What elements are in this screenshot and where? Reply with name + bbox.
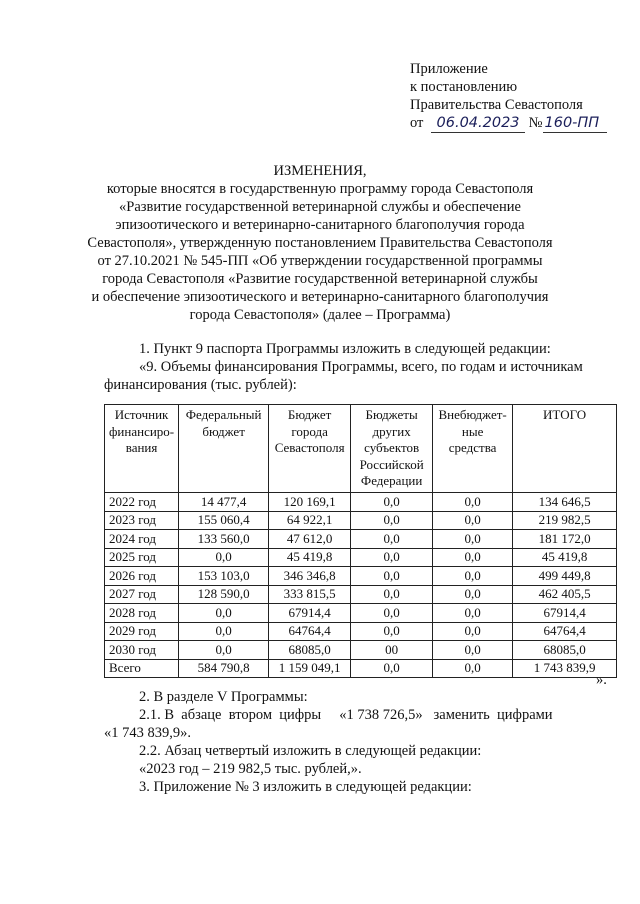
cell-other-regions: 0,0 <box>351 567 433 586</box>
cell-other-regions: 0,0 <box>351 530 433 549</box>
cell-extrabudget: 0,0 <box>433 548 513 567</box>
cell-total: 68085,0 <box>513 641 617 660</box>
header-from-label: от <box>410 115 424 131</box>
cell-city: 64 922,1 <box>269 511 351 530</box>
cell-federal: 0,0 <box>179 548 269 567</box>
header-government: Правительства Севастополя <box>410 97 583 113</box>
cell-source: 2024 год <box>105 530 179 549</box>
header-number: 160-ПП <box>543 115 607 133</box>
cell-other-regions: 0,0 <box>351 548 433 567</box>
table-header-row <box>105 405 617 493</box>
cell-federal: 133 560,0 <box>179 530 269 549</box>
table-row <box>105 493 617 512</box>
subtitle-line: города Севастополя» (далее – Программа) <box>189 307 451 323</box>
cell-source: Всего <box>105 659 179 678</box>
subtitle-line: эпизоотического и ветеринарно-санитарного благополучия города <box>115 217 525 233</box>
table-row <box>105 511 617 530</box>
cell-extrabudget: 0,0 <box>433 659 513 678</box>
cell-extrabudget: 0,0 <box>433 567 513 586</box>
cell-extrabudget: 0,0 <box>433 641 513 660</box>
cell-total: 1 743 839,9 <box>513 659 617 678</box>
subtitle-line: города Севастополя «Развитие государственной ветеринарной службы <box>102 271 538 287</box>
financing-table <box>104 404 617 678</box>
table-row <box>105 530 617 549</box>
cell-federal: 0,0 <box>179 622 269 641</box>
table-row <box>105 548 617 567</box>
cell-city: 120 169,1 <box>269 493 351 512</box>
table-row <box>105 641 617 660</box>
subtitle-line: Севастополя», утвержденную постановлением Правительства Севастополя <box>87 235 553 251</box>
paragraph-1-quote: «9. Объемы финансирования Программы, всего, по годам и источникам <box>139 359 583 375</box>
paragraph-2-2: 2.2. Абзац четвертый изложить в следующей редакции: <box>139 743 482 759</box>
cell-source: 2025 год <box>105 548 179 567</box>
cell-federal: 153 103,0 <box>179 567 269 586</box>
table-row <box>105 659 617 678</box>
subtitle-line: от 27.10.2021 № 545-ПП «Об утверждении государственной программы <box>97 253 543 269</box>
col-header-city: Бюджет города Севастополя <box>269 405 351 493</box>
cell-source: 2030 год <box>105 641 179 660</box>
cell-city: 64764,4 <box>269 622 351 641</box>
subtitle-line: которые вносятся в государственную программу города Севастополя <box>106 181 534 197</box>
cell-federal: 0,0 <box>179 604 269 623</box>
cell-total: 64764,4 <box>513 622 617 641</box>
header-number-label: № <box>528 115 543 131</box>
cell-extrabudget: 0,0 <box>433 585 513 604</box>
cell-extrabudget: 0,0 <box>433 604 513 623</box>
cell-city: 47 612,0 <box>269 530 351 549</box>
paragraph-1-quote-cont: финансирования (тыс. рублей): <box>104 377 297 393</box>
cell-city: 67914,4 <box>269 604 351 623</box>
cell-extrabudget: 0,0 <box>433 622 513 641</box>
cell-source: 2027 год <box>105 585 179 604</box>
col-header-extrabudget: Внебюджет- ные средства <box>433 405 513 493</box>
cell-total: 181 172,0 <box>513 530 617 549</box>
table-row <box>105 585 617 604</box>
cell-city: 45 419,8 <box>269 548 351 567</box>
cell-federal: 584 790,8 <box>179 659 269 678</box>
subtitle-line: и обеспечение эпизоотического и ветеринарно-санитарного благополучия <box>91 289 549 305</box>
cell-source: 2023 год <box>105 511 179 530</box>
paragraph-2: 2. В разделе V Программы: <box>139 689 308 705</box>
cell-extrabudget: 0,0 <box>433 511 513 530</box>
cell-federal: 14 477,4 <box>179 493 269 512</box>
cell-federal: 155 060,4 <box>179 511 269 530</box>
cell-federal: 128 590,0 <box>179 585 269 604</box>
cell-total: 462 405,5 <box>513 585 617 604</box>
cell-source: 2029 год <box>105 622 179 641</box>
cell-other-regions: 0,0 <box>351 585 433 604</box>
cell-other-regions: 0,0 <box>351 511 433 530</box>
paragraph-2-2-quote: «2023 год – 219 982,5 тыс. рублей,». <box>139 761 362 777</box>
col-header-total: ИТОГО <box>513 405 617 493</box>
cell-total: 134 646,5 <box>513 493 617 512</box>
header-appendix: Приложение <box>410 61 488 77</box>
cell-total: 499 449,8 <box>513 567 617 586</box>
document-title: ИЗМЕНЕНИЯ, <box>273 163 367 179</box>
col-header-other-regions: Бюджеты других субъектов Российской Федерации <box>351 405 433 493</box>
cell-total: 67914,4 <box>513 604 617 623</box>
header-date: 06.04.2023 <box>431 115 525 133</box>
cell-total: 219 982,5 <box>513 511 617 530</box>
cell-city: 68085,0 <box>269 641 351 660</box>
subtitle-line: «Развитие государственной ветеринарной службы и обеспечение <box>119 199 521 215</box>
header-date-line <box>410 115 607 133</box>
paragraph-3: 3. Приложение № 3 изложить в следующей редакции: <box>139 779 472 795</box>
col-header-source: Источник финансиро- вания <box>105 405 179 493</box>
paragraph-1: 1. Пункт 9 паспорта Программы изложить в следующей редакции: <box>139 341 551 357</box>
cell-federal: 0,0 <box>179 641 269 660</box>
table-close-quote: ». <box>596 672 607 688</box>
col-header-federal: Федеральный бюджет <box>179 405 269 493</box>
cell-city: 346 346,8 <box>269 567 351 586</box>
paragraph-2-1-cont: «1 743 839,9». <box>104 725 191 741</box>
table-row <box>105 567 617 586</box>
cell-other-regions: 0,0 <box>351 604 433 623</box>
cell-city: 333 815,5 <box>269 585 351 604</box>
header-to-resolution: к постановлению <box>410 79 518 95</box>
paragraph-2-1: 2.1. В абзаце втором цифры «1 738 726,5» заменить цифрами <box>139 707 553 723</box>
cell-total: 45 419,8 <box>513 548 617 567</box>
table-row <box>105 604 617 623</box>
cell-source: 2022 год <box>105 493 179 512</box>
cell-source: 2028 год <box>105 604 179 623</box>
cell-extrabudget: 0,0 <box>433 493 513 512</box>
cell-other-regions: 0,0 <box>351 622 433 641</box>
cell-other-regions: 0,0 <box>351 493 433 512</box>
cell-city: 1 159 049,1 <box>269 659 351 678</box>
cell-source: 2026 год <box>105 567 179 586</box>
table-row <box>105 622 617 641</box>
cell-other-regions: 00 <box>351 641 433 660</box>
cell-extrabudget: 0,0 <box>433 530 513 549</box>
cell-other-regions: 0,0 <box>351 659 433 678</box>
